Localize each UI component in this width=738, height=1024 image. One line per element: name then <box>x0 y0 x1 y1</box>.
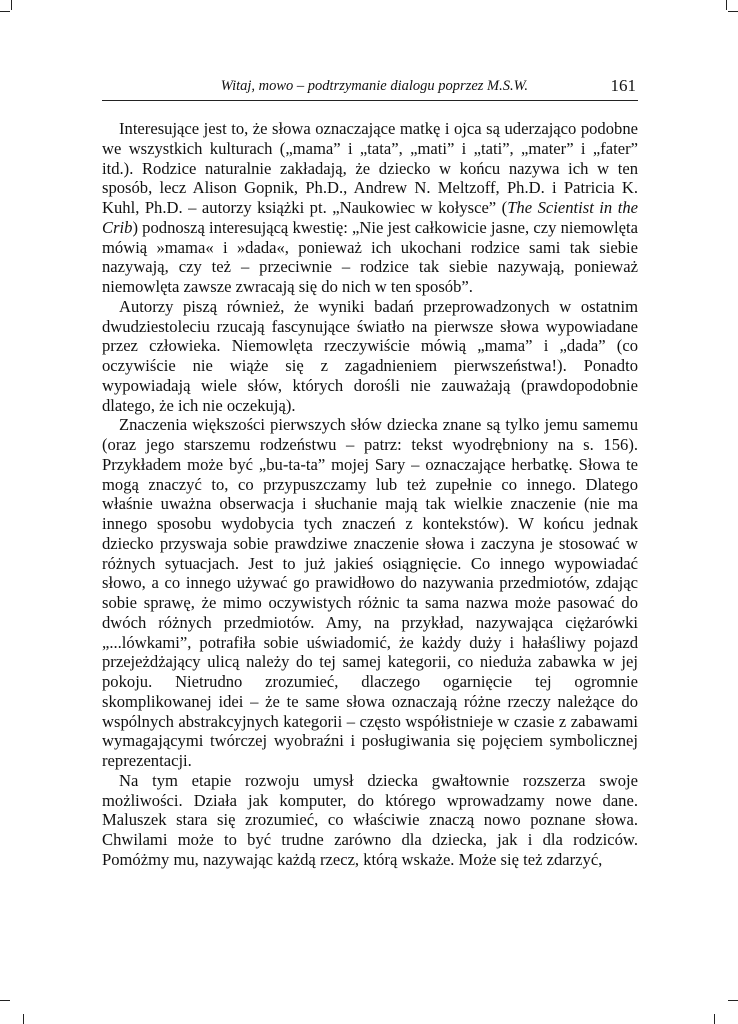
running-title: Witaj, mowo – podtrzymanie dialogu poprzez M.S.W. <box>220 78 528 94</box>
crop-mark <box>0 1000 10 1001</box>
paragraph <box>102 415 638 771</box>
paragraph-text: Znaczenia większości pierwszych słów dziecka znane są tylko jemu samemu (oraz jego starszemu rodzeństwu – patrz: tekst wyodrębniony na s. 156). Przykładem może być „bu-ta-ta” mojej Sary – oznaczające herbatkę. Słowa te mogą znaczyć to, co przypuszczamy lub też zupełnie co innego. Dlatego właśnie uważna obserwacja i słuchanie mają tak wielkie znaczenie (nie ma innego sposobu wydobycia tych znaczeń z kontekstów). W końcu jednak dziecko przyswaja sobie prawdziwe znaczenie słowa i zaczyna je stosować w różnych sytuacjach. Jest to już jakieś osiągnięcie. Co innego wypowiadać słowo, a co innego używać go prawidłowo do nazywania przedmiotów, zdając sobie sprawę, że mimo oczywistych różnic ta sama nazwa może pasować do dwóch różnych przedmiotów. Amy, na przykład, nazywająca ciężarówki „...lówkami”, potrafiła sobie uświadomić, że każdy duży i hałaśliwy pojazd przejeżdżający ulicą należy do tej samej kategorii, co nieduża zabawka w jej pokoju. Nietrudno zrozumieć, dlaczego ogarnięcie tej ogromnie skomplikowanej idei – że te same słowa oznaczają różne rzeczy należące do wspólnych abstrakcyjnych kategorii – często współistnieje w czasie z zabawami wymagającymi twórczej wyobraźni i posługiwania się pojęciem symbolicznej reprezentacji. <box>102 415 638 770</box>
crop-mark <box>11 0 12 10</box>
page-number: 161 <box>610 76 636 95</box>
paragraph <box>102 119 638 297</box>
paragraph <box>102 297 638 416</box>
paragraph-text: Na tym etapie rozwoju umysł dziecka gwałtownie rozszerza swoje możliwości. Działa jak komputer, do którego wprowadzamy nowe dane. Maluszek stara się zrozumieć, co właściwie znaczą nowo poznane słowa. Chwilami może to być trudne zarówno dla dziecka, jak i dla rodziców. Pomóżmy mu, nazywając każdą rzecz, którą wskaże. Może się też zdarzyć, <box>102 770 638 869</box>
paragraph-text: Autorzy piszą również, że wyniki badań przeprowadzonych w ostatnim dwudziestoleciu rzucają fascynujące światło na pierwsze słowa wypowiadane przez człowieka. Niemowlęta rzeczywiście mówią „mama” i „dada” (co oczywiście nie wiąże się z zagadnieniem pierwszeństwa!). Ponadto wypowiadają wiele słów, których dorośli nie zauważają (prawdopodobnie dlatego, że ich nie oczekują). <box>102 296 638 415</box>
crop-mark <box>23 1014 24 1024</box>
book-title: The Scientist in the Crib <box>102 198 638 237</box>
crop-mark <box>728 1000 738 1001</box>
crop-mark <box>726 0 727 10</box>
paragraph-text: Interesujące jest to, że słowa oznaczające matkę i ojca są uderzająco podobne we wszystkich kulturach („mama” i „tata”, „mati” i „tati”, „mater” i „fater” itd.). Rodzice naturalnie zakładają, że dziecko w końcu nazywa ich w ten sposób, lecz Alison Gopnik, Ph.D., Andrew N. Meltzoff, Ph.D. i Patricia K. Kuhl, Ph.D. – autorzy książki pt. „Naukowiec w kołysce” ( <box>102 119 638 217</box>
paragraph-text: ) podnoszą interesującą kwestię: „Nie jest całkowicie jasne, czy niemowlęta mówią »mama« i »dada«, ponieważ ich ukochani rodzice sami tak siebie nazywają, czy też – przeciwnie – rodzice tak siebie nazywają, ponieważ niemowlęta zawsze zwracają się do nich w ten sposób”. <box>102 217 638 296</box>
crop-mark <box>728 11 738 12</box>
crop-mark <box>714 1014 715 1024</box>
page-header <box>102 76 638 101</box>
body-text <box>102 119 638 870</box>
crop-mark <box>0 11 10 12</box>
paragraph <box>102 771 638 870</box>
